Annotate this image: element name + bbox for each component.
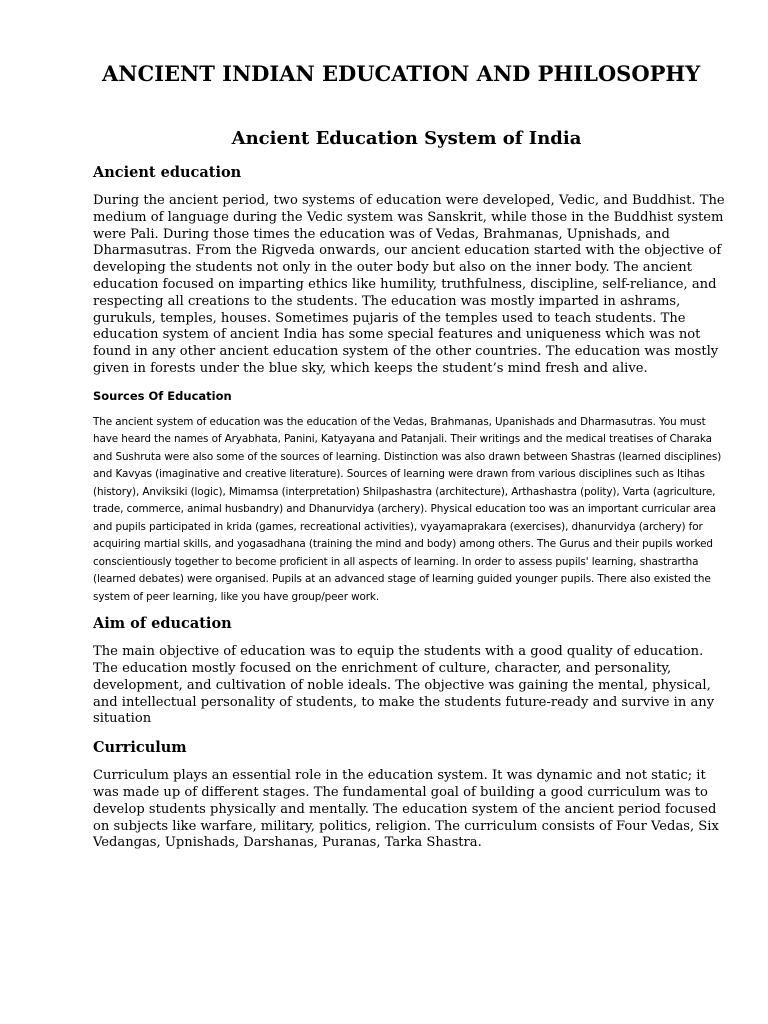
- paragraph-aim-of-education: The main objective of education was to equip the students with a good quality of education. The education mostly focused on the enrichment of culture, character, and personality, development, and cultivation of noble ideals. The objective was gaining the mental, physical, and intellectual personality of students, to make the students future-ready and survive in any situation: [93, 644, 715, 727]
- document-subtitle: Ancient Education System of India: [231, 128, 582, 149]
- heading-aim-of-education: Aim of education: [93, 615, 232, 633]
- paragraph-ancient-education: During the ancient period, two systems of education were developed, Vedic, and Buddhist. The medium of language during the Vedic system was Sanskrit, while those in the Buddhist system were Pali. During those times the education was of Vedas, Brahmanas, Upnishads, and Dharmasutras. From the Rigveda onwards, our ancient education started with the objective of developing the students not only in the outer body but also on the inner body. The ancient education focused on imparting ethics like humility, truthfulness, discipline, self-reliance, and respecting all creations to the students. The education was mostly imparted in ashrams, gurukuls, temples, houses. Sometimes pujaris of the temples used to teach students. The education system of ancient India has some special features and uniqueness which was not found in any other ancient education system of the other countries. The education was mostly given in forests under the blue sky, which keeps the student’s mind fresh and alive.: [93, 193, 725, 376]
- heading-ancient-education: Ancient education: [93, 164, 242, 181]
- heading-curriculum: Curriculum: [93, 739, 187, 757]
- document-title: ANCIENT INDIAN EDUCATION AND PHILOSOPHY: [102, 61, 701, 86]
- paragraph-sources-of-education: The ancient system of education was the education of the Vedas, Brahmanas, Upanishads and Dharmasutras. You must have heard the names of Aryabhata, Panini, Katyayana and Patanjali. Their writings and the medical treatises of Charaka and Sushruta were also some of the sources of learning. Distinction was also drawn between Shastras (learned disciplines) and Kavyas (imaginative and creative literature). Sources of learning were drawn from various disciplines such as Itihas (history), Anviksiki (logic), Mimamsa (interpretation) Shilpashastra (architecture), Arthashastra (polity), Varta (agriculture, trade, commerce, animal husbandry) and Dhanurvidya (archery). Physical education too was an important curricular area and pupils participated in krida (games, recreational activities), vyayamaprakara (exercises), dhanurvidya (archery) for acquiring martial skills, and yogasadhana (training the mind and body) among others. The Gurus and their pupils worked conscientiously together to become proficient in all aspects of learning. In order to assess pupils' learning, shastrartha (learned debates) were organised. Pupils at an advanced stage of learning guided younger pupils. There also existed the system of peer learning, like you have group/peer work.: [93, 415, 722, 603]
- paragraph-curriculum: Curriculum plays an essential role in the education system. It was dynamic and not static; it was made up of different stages. The fundamental goal of building a good curriculum was to develop students physically and mentally. The education system of the ancient period focused on subjects like warfare, military, politics, religion. The curriculum consists of Four Vedas, Six Vedangas, Upnishads, Darshanas, Puranas, Tarka Shastra.: [93, 768, 719, 851]
- document-body: [93, 163, 725, 852]
- heading-sources-of-education: Sources Of Education: [93, 388, 232, 403]
